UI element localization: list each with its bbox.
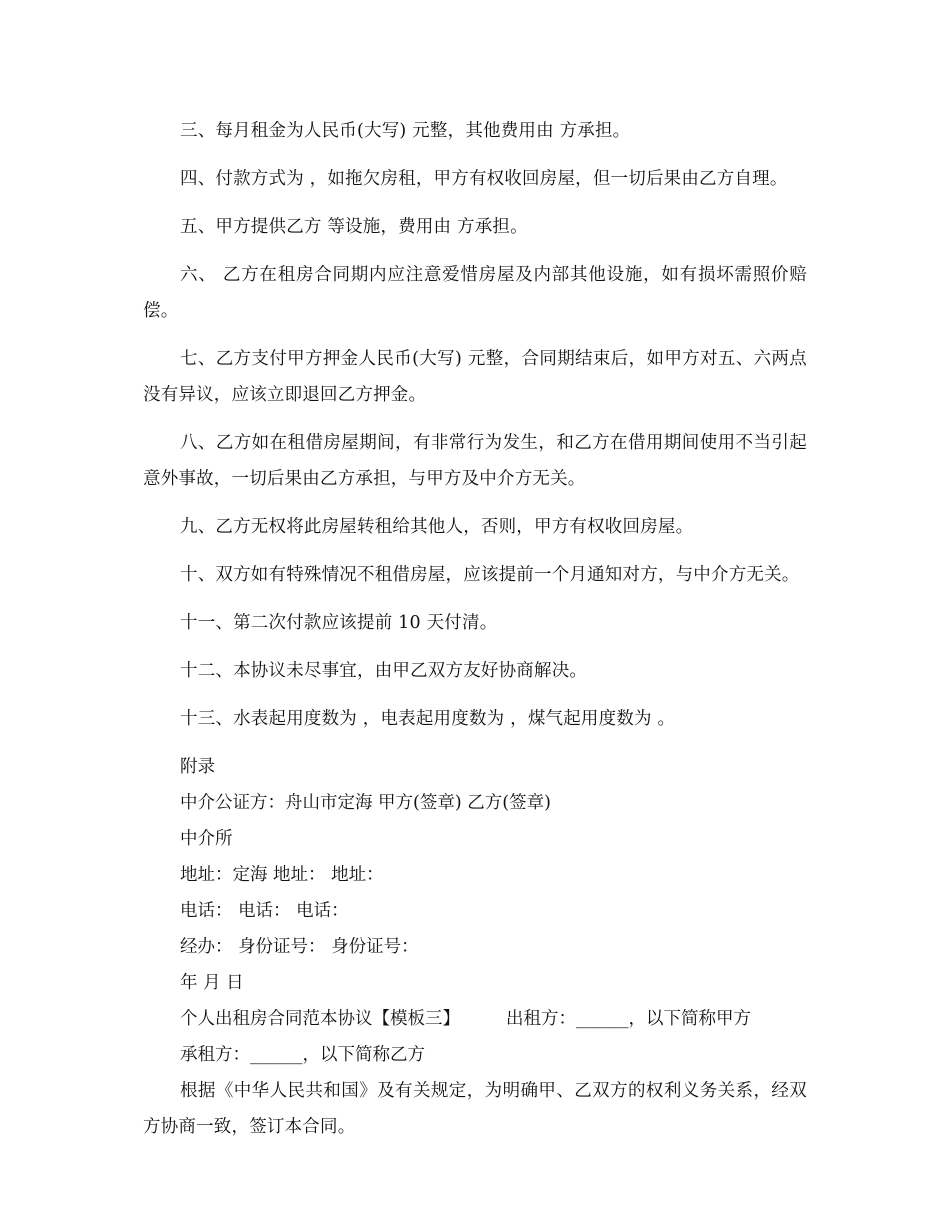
clause-13: 十三、水表起用度数为 ，电表起用度数为 ，煤气起用度数为 。 [180, 709, 676, 729]
agency-name: 中介所 [180, 829, 233, 849]
agency-signature-line: 中介公证方：舟山市定海 甲方(签章) 乙方(签章) [180, 793, 551, 813]
clause-4: 四、付款方式为 ，如拖欠房租，甲方有权收回房屋，但一切后果由乙方自理。 [180, 169, 788, 189]
lessee-line: 承租方：______，以下简称乙方 [180, 1045, 425, 1065]
appendix-label: 附录 [180, 757, 215, 777]
document-body [143, 113, 807, 1157]
date-line: 年 月 日 [180, 973, 244, 993]
clause-12: 十二、本协议未尽事宜，由甲乙双方友好协商解决。 [180, 661, 588, 681]
clause-5: 五、甲方提供乙方 等设施，费用由 方承担。 [180, 217, 528, 237]
clause-3: 三、每月租金为人民币(大写) 元整，其他费用由 方承担。 [180, 121, 631, 141]
lessor-line: 出租方：______，以下简称甲方 [506, 1009, 751, 1029]
agent-line: 经办： 身份证号： 身份证号： [180, 937, 419, 957]
template-heading-line [143, 1001, 807, 1037]
clause-9: 九、乙方无权将此房屋转租给其他人，否则，甲方有权收回房屋。 [180, 517, 694, 537]
clause-11: 十一、第二次付款应该提前 10 天付清。 [180, 613, 498, 633]
clause-6: 六、 乙方在租房合同期内应注意爱惜房屋及内部其他设施，如有损坏需照价赔偿。 [143, 265, 807, 321]
clause-7: 七、乙方支付甲方押金人民币(大写) 元整，合同期结束后，如甲方对五、六两点没有异议，应该立即退回乙方押金。 [143, 349, 807, 405]
template-title: 个人出租房合同范本协议【模板三】 [180, 1009, 460, 1029]
clause-8: 八、乙方如在租借房屋期间，有非常行为发生，和乙方在借用期间使用不当引起意外事故，一切后果由乙方承担，与甲方及中介方无关。 [143, 433, 807, 489]
preamble: 根据《中华人民共和国》及有关规定，为明确甲、乙双方的权利义务关系，经双方协商一致，签订本合同。 [143, 1081, 807, 1137]
address-line: 地址：定海 地址： 地址： [180, 865, 384, 885]
phone-line: 电话： 电话： 电话： [180, 901, 349, 921]
clause-10: 十、双方如有特殊情况不租借房屋，应该提前一个月通知对方，与中介方无关。 [180, 565, 800, 585]
